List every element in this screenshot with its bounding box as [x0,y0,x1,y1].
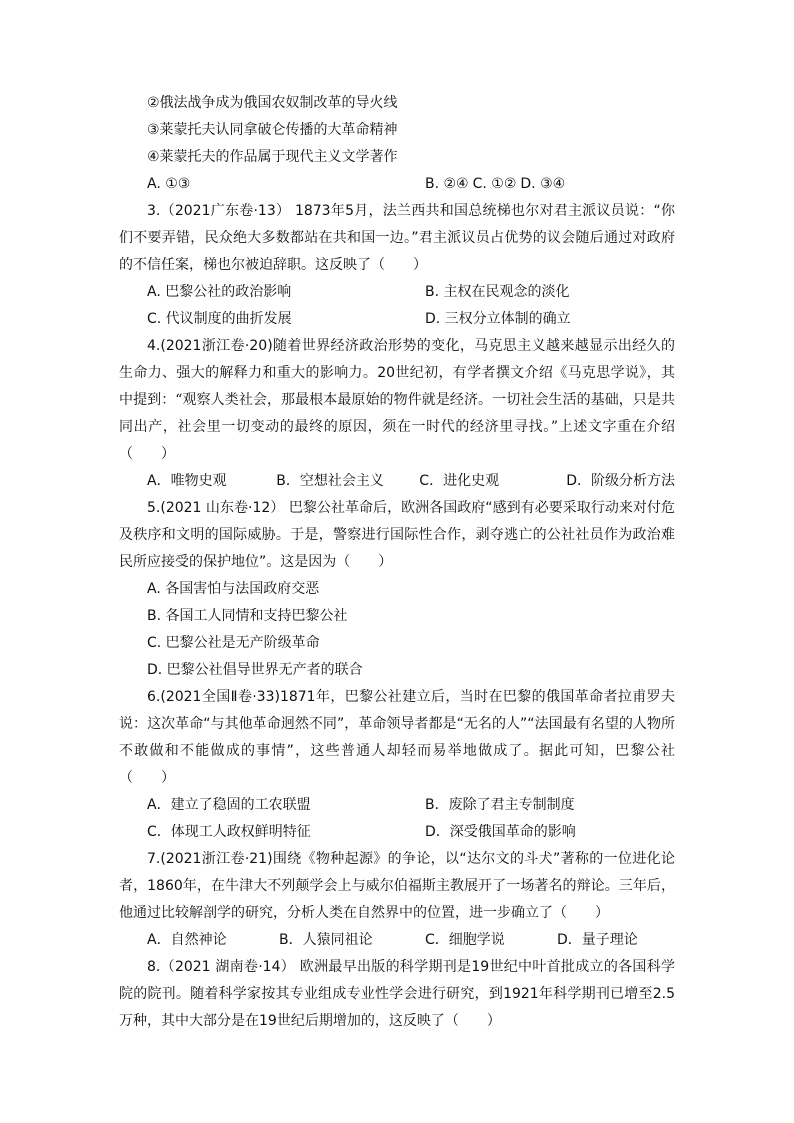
q7-option-c: C．细胞学说 [425,932,505,948]
question-5-stem: 5.(2021 山东卷·12） 巴黎公社革命后，欧洲各国政府“感到有必要采取行动来对付危及秩序和文明的国际威胁。于是，警察进行国际性合作，剥夺逃亡的公社社员作为政治难民所应接受的保护地位”。这是因为（ ） [119,500,675,570]
q6-option-a: A．建立了稳固的工农联盟 [147,797,311,813]
q7-option-b: B．人猿同祖论 [279,932,373,948]
q6-options-row-1 [119,792,675,819]
q7-options [119,927,675,954]
q4-option-d: D．阶级分析方法 [566,473,675,489]
q3-options-row-2 [119,306,675,333]
q3-option-a: A. 巴黎公社的政治影响 [147,284,292,300]
q6-option-c: C．体现工人政权鲜明特征 [147,824,311,840]
q3-option-c: C. 代议制度的曲折发展 [147,311,292,327]
q2-option-c: C. ①② [472,176,517,192]
q3-option-d: D. 三权分立体制的确立 [425,311,571,327]
statement-2: ②俄法战争成为俄国农奴制改革的导火线 [147,95,398,111]
q6-option-b: B．废除了君主专制制度 [425,797,575,813]
question-4-quote: “观察人类社会，那最根本最原始的物件就是经济。一切社会生活的基础，只是共同出产，社会里一切变动的最终的原因，须在一时代的经济里寻找。” [119,392,676,435]
q6-option-d: D．深受俄国革命的影响 [425,824,576,840]
question-8-stem: 8.（2021 湖南卷·14） 欧洲最早出版的科学期刊是19世纪中叶首批成立的各国科学院的院刊。随着科学家按其专业组成专业性学会进行研究，到1921年科学期刊已增至2.5万种，其中大部分是在19世纪后期增加的，这反映了（ ） [119,959,675,1029]
question-4-stem [119,333,675,468]
question-3-stem: 3.（2021广东卷·13） 1873年5月，法兰西共和国总统梯也尔对君主派议员说：“你们不要弄错，民众绝大多数都站在共和国一边。”君主派议员占优势的议会随后通过对政府的不信任案，梯也尔被迫辞职。这反映了（ ） [119,203,675,273]
q7-option-a: A．自然神论 [147,932,227,948]
q4-option-c: C．进化史观 [419,473,500,489]
question-4-stem-text: 4.(2021浙江卷·20)随着世界经济政治形势的变化，马克思主义越来越显示出经久的生命力、强大的解释力和重大的影响力。20世纪初，有学者撰文介绍《马克思学说》，其中提到： [119,338,675,408]
q5-option-b: B. 各国工人同情和支持巴黎公社 [147,608,348,624]
statement-3: ③莱蒙托夫认同拿破仑传播的大革命精神 [147,122,398,138]
q2-options [119,171,675,198]
question-7-stem: 7.(2021浙江卷·21)围绕《物种起源》的争论，以“达尔文的斗犬”著称的一位进化论者，1860年，在牛津大不列颠学会上与威尔伯福斯主教展开了一场著名的辩论。三年后，他通过比较解剖学的研究，分析人类在自然界中的位置，进一步确立了（ ） [119,851,675,921]
statement-4: ④莱蒙托夫的作品属于现代主义文学著作 [147,149,398,165]
q4-option-b: B．空想社会主义 [276,473,384,489]
q4-option-a: A．唯物史观 [147,473,227,489]
question-4-prompt: 上述文字重在介绍（ ） [119,419,676,462]
q3-options-row-1 [119,279,675,306]
q5-option-d: D. 巴黎公社倡导世界无产者的联合 [147,662,363,678]
q2-option-d: D. ③④ [520,176,566,192]
q5-option-a: A. 各国害怕与法国政府交恶 [147,581,320,597]
question-6-stem: 6.(2021全国Ⅱ卷·33)1871年，巴黎公社建立后，当时在巴黎的俄国革命者拉甫罗夫说：这次革命“与其他革命迥然不同”，革命领导者都是“无名的人”“法国最有名望的人物所不敢做和不能做成的事情”，这些普通人却轻而易举地做成了。据此可知，巴黎公社（ ） [119,689,675,786]
q7-option-d: D．量子理论 [557,932,638,948]
q2-option-a: A. ①③ [147,176,191,192]
q3-option-b: B. 主权在民观念的淡化 [425,284,570,300]
q5-option-c: C. 巴黎公社是无产阶级革命 [147,635,320,651]
q2-option-b: B. ②④ [425,176,469,192]
q4-options [119,468,675,495]
exam-page [119,90,675,1035]
q6-options-row-2 [119,819,675,846]
